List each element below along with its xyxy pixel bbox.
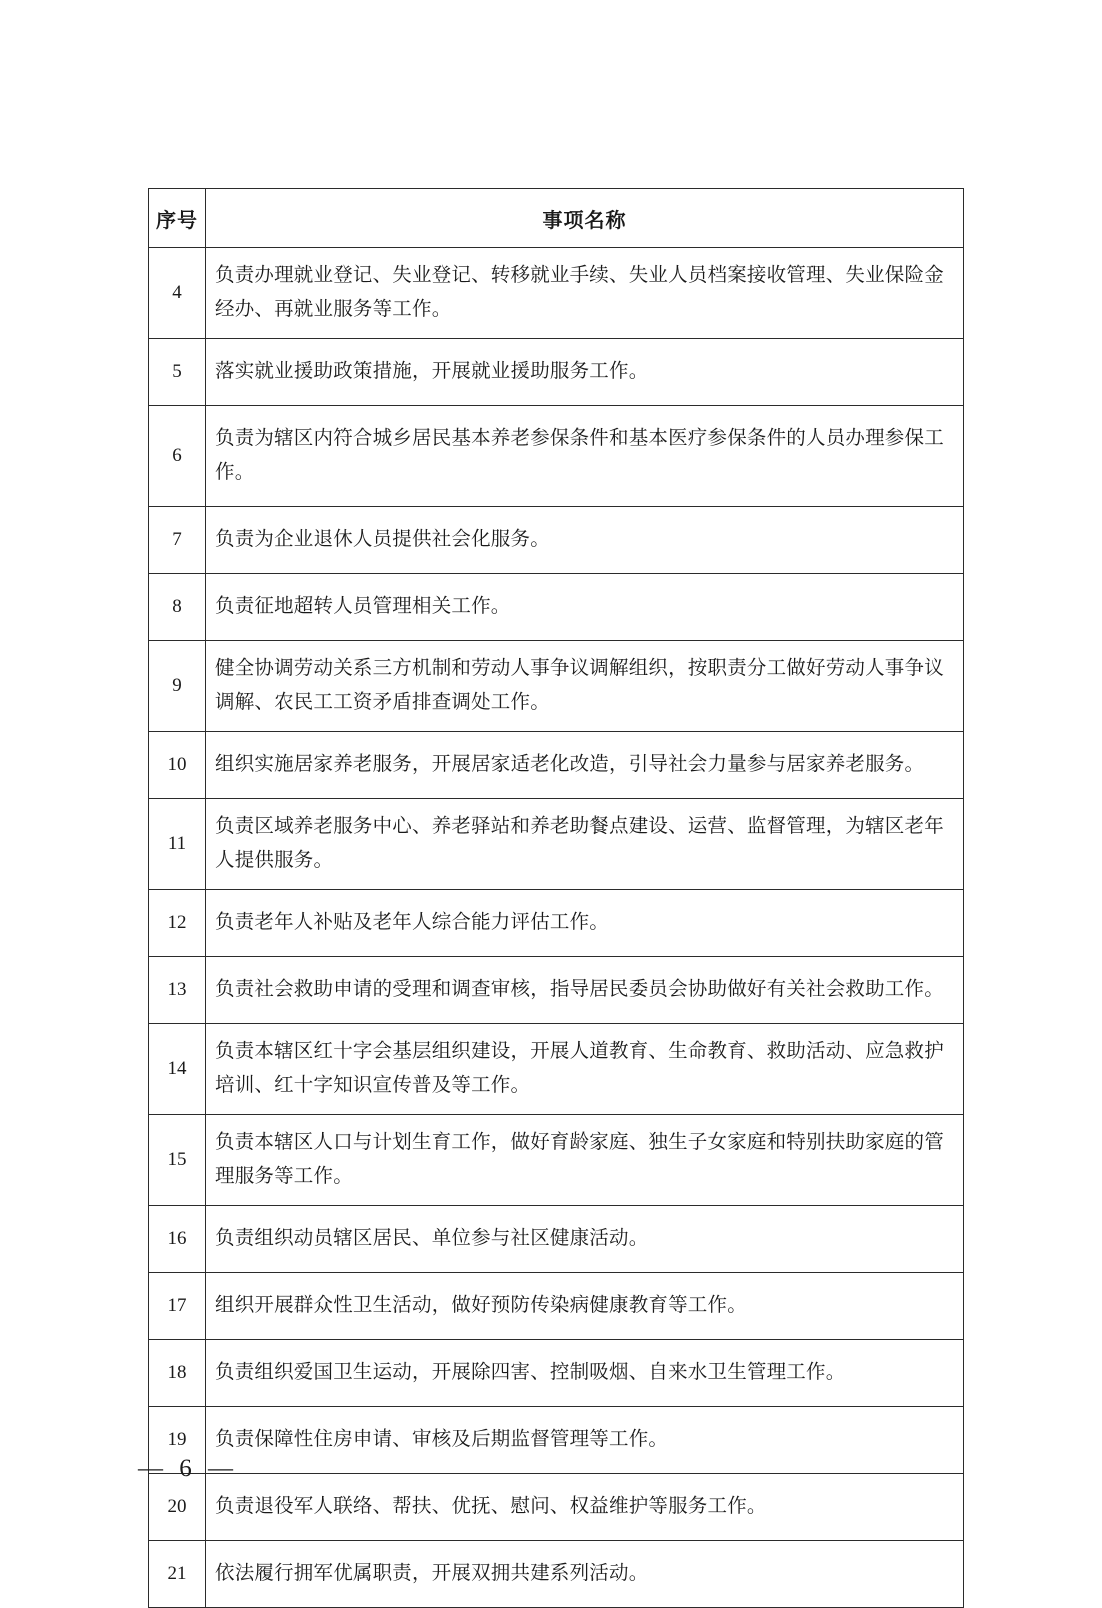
cell-item-name: 负责区域养老服务中心、养老驿站和养老助餐点建设、运营、监督管理，为辖区老年人提供服务。: [206, 799, 964, 890]
table-row: [149, 339, 964, 406]
cell-item-name: 负责老年人补贴及老年人综合能力评估工作。: [206, 890, 964, 957]
page-number: — 6 —: [138, 1455, 238, 1482]
cell-item-name: 负责征地超转人员管理相关工作。: [206, 574, 964, 641]
cell-sequence-number: 19: [149, 1407, 206, 1474]
table-header-row: [149, 189, 964, 248]
table-row: [149, 1541, 964, 1608]
table-row: [149, 890, 964, 957]
table-row: [149, 1206, 964, 1273]
table-row: [149, 1273, 964, 1340]
cell-item-name: 负责本辖区人口与计划生育工作，做好育龄家庭、独生子女家庭和特别扶助家庭的管理服务等工作。: [206, 1115, 964, 1206]
table-row: [149, 1340, 964, 1407]
table-row: [149, 1474, 964, 1541]
cell-sequence-number: 7: [149, 507, 206, 574]
cell-item-name: 落实就业援助政策措施，开展就业援助服务工作。: [206, 339, 964, 406]
table-row: [149, 957, 964, 1024]
table-row: [149, 732, 964, 799]
cell-sequence-number: 6: [149, 406, 206, 507]
cell-sequence-number: 13: [149, 957, 206, 1024]
cell-item-name: 负责为企业退休人员提供社会化服务。: [206, 507, 964, 574]
cell-sequence-number: 17: [149, 1273, 206, 1340]
cell-item-name: 负责保障性住房申请、审核及后期监督管理等工作。: [206, 1407, 964, 1474]
cell-sequence-number: 20: [149, 1474, 206, 1541]
table-row: [149, 406, 964, 507]
table-row: [149, 574, 964, 641]
cell-item-name: 组织实施居家养老服务，开展居家适老化改造，引导社会力量参与居家养老服务。: [206, 732, 964, 799]
cell-sequence-number: 10: [149, 732, 206, 799]
table-row: [149, 248, 964, 339]
cell-item-name: 负责社会救助申请的受理和调查审核，指导居民委员会协助做好有关社会救助工作。: [206, 957, 964, 1024]
cell-item-name: 依法履行拥军优属职责，开展双拥共建系列活动。: [206, 1541, 964, 1608]
table-header: [149, 189, 964, 248]
table-body: [149, 248, 964, 1608]
table-row: [149, 1407, 964, 1474]
cell-item-name: 负责办理就业登记、失业登记、转移就业手续、失业人员档案接收管理、失业保险金经办、再就业服务等工作。: [206, 248, 964, 339]
cell-item-name: 健全协调劳动关系三方机制和劳动人事争议调解组织，按职责分工做好劳动人事争议调解、农民工工资矛盾排查调处工作。: [206, 641, 964, 732]
table-row: [149, 799, 964, 890]
cell-sequence-number: 11: [149, 799, 206, 890]
cell-item-name: 组织开展群众性卫生活动，做好预防传染病健康教育等工作。: [206, 1273, 964, 1340]
cell-sequence-number: 21: [149, 1541, 206, 1608]
column-header-item-name: 事项名称: [206, 189, 964, 248]
cell-item-name: 负责组织爱国卫生运动，开展除四害、控制吸烟、自来水卫生管理工作。: [206, 1340, 964, 1407]
cell-item-name: 负责为辖区内符合城乡居民基本养老参保条件和基本医疗参保条件的人员办理参保工作。: [206, 406, 964, 507]
table-row: [149, 1115, 964, 1206]
cell-item-name: 负责退役军人联络、帮扶、优抚、慰问、权益维护等服务工作。: [206, 1474, 964, 1541]
cell-sequence-number: 16: [149, 1206, 206, 1273]
cell-sequence-number: 12: [149, 890, 206, 957]
cell-sequence-number: 15: [149, 1115, 206, 1206]
responsibilities-table-container: [148, 188, 963, 1608]
column-header-sequence: 序号: [149, 189, 206, 248]
cell-sequence-number: 4: [149, 248, 206, 339]
table-row: [149, 641, 964, 732]
cell-item-name: 负责本辖区红十字会基层组织建设，开展人道教育、生命教育、救助活动、应急救护培训、红十字知识宣传普及等工作。: [206, 1024, 964, 1115]
cell-sequence-number: 18: [149, 1340, 206, 1407]
responsibilities-table: [148, 188, 964, 1608]
cell-sequence-number: 8: [149, 574, 206, 641]
cell-item-name: 负责组织动员辖区居民、单位参与社区健康活动。: [206, 1206, 964, 1273]
cell-sequence-number: 5: [149, 339, 206, 406]
cell-sequence-number: 14: [149, 1024, 206, 1115]
table-row: [149, 507, 964, 574]
cell-sequence-number: 9: [149, 641, 206, 732]
table-row: [149, 1024, 964, 1115]
